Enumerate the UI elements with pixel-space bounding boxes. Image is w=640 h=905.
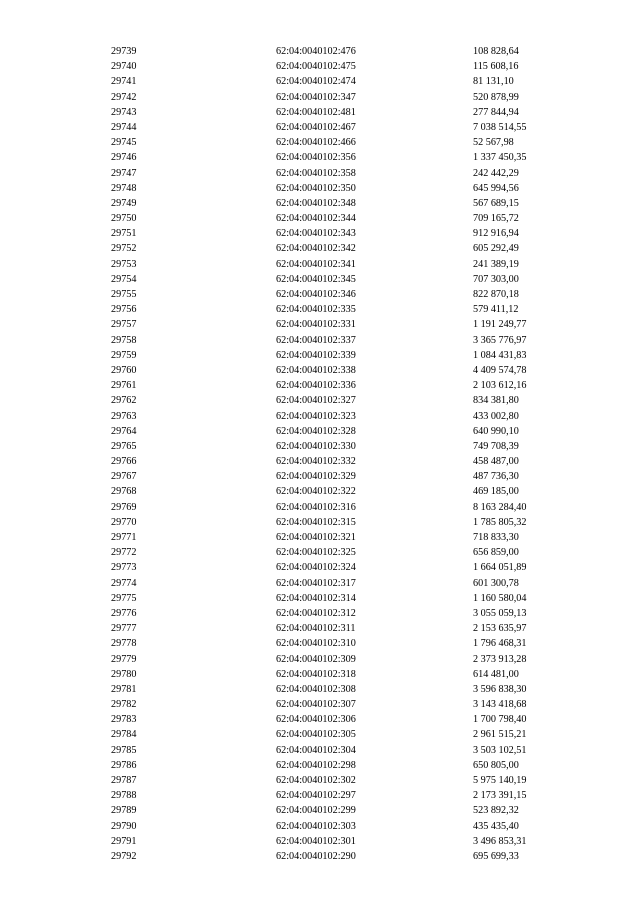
row-number: 29788 <box>111 790 137 802</box>
table-row <box>0 849 640 864</box>
value-amount: 1 700 798,40 <box>473 714 527 726</box>
table-row <box>0 652 640 667</box>
row-number: 29765 <box>111 440 137 452</box>
table-row <box>0 819 640 834</box>
table-row <box>0 667 640 682</box>
value-amount: 108 828,64 <box>473 46 519 57</box>
cadastral-number: 62:04:0040102:342 <box>276 243 356 255</box>
cadastral-number: 62:04:0040102:347 <box>276 91 356 103</box>
value-amount: 3 055 059,13 <box>473 607 527 619</box>
row-number: 29739 <box>111 46 137 57</box>
row-number: 29766 <box>111 456 137 468</box>
row-number: 29762 <box>111 395 137 407</box>
cadastral-number: 62:04:0040102:298 <box>276 759 356 771</box>
cadastral-number: 62:04:0040102:322 <box>276 486 356 498</box>
row-number: 29770 <box>111 516 137 528</box>
cadastral-number: 62:04:0040102:336 <box>276 380 356 392</box>
value-amount: 52 567,98 <box>473 137 514 149</box>
value-amount: 2 173 391,15 <box>473 790 527 802</box>
cadastral-number: 62:04:0040102:307 <box>276 699 356 711</box>
value-amount: 242 442,29 <box>473 167 519 179</box>
row-number: 29792 <box>111 850 137 862</box>
table-row <box>0 606 640 621</box>
table-row <box>0 135 640 150</box>
row-number: 29743 <box>111 106 137 118</box>
table-row <box>0 241 640 256</box>
row-number: 29749 <box>111 197 137 209</box>
value-amount: 458 487,00 <box>473 456 519 468</box>
row-number: 29791 <box>111 835 137 847</box>
value-amount: 707 303,00 <box>473 273 519 285</box>
table-row <box>0 272 640 287</box>
table-row <box>0 454 640 469</box>
value-amount: 8 163 284,40 <box>473 501 527 513</box>
value-amount: 4 409 574,78 <box>473 364 527 376</box>
table-row <box>0 363 640 378</box>
row-number: 29746 <box>111 152 137 164</box>
cadastral-number: 62:04:0040102:358 <box>276 167 356 179</box>
row-number: 29764 <box>111 425 137 437</box>
row-number: 29754 <box>111 273 137 285</box>
row-number: 29787 <box>111 775 137 786</box>
table-row <box>0 257 640 272</box>
row-number: 29761 <box>111 380 137 392</box>
table-row <box>0 74 640 89</box>
value-amount: 277 844,94 <box>473 106 519 118</box>
table-row <box>0 621 640 636</box>
cadastral-number: 62:04:0040102:331 <box>276 319 356 331</box>
table-row <box>0 44 640 59</box>
table-row <box>0 424 640 439</box>
row-number: 29786 <box>111 759 137 771</box>
table-row <box>0 484 640 499</box>
table-row <box>0 500 640 515</box>
value-amount: 433 002,80 <box>473 410 519 422</box>
row-number: 29773 <box>111 562 137 574</box>
row-number: 29781 <box>111 683 137 695</box>
value-amount: 1 191 249,77 <box>473 319 527 331</box>
value-amount: 2 961 515,21 <box>473 729 527 741</box>
value-amount: 614 481,00 <box>473 668 519 680</box>
cadastral-number: 62:04:0040102:481 <box>276 106 356 118</box>
row-number: 29759 <box>111 349 137 361</box>
cadastral-number: 62:04:0040102:299 <box>276 805 356 817</box>
value-amount: 749 708,39 <box>473 440 519 452</box>
table-row <box>0 439 640 454</box>
table-row <box>0 393 640 408</box>
cadastral-number: 62:04:0040102:303 <box>276 820 356 832</box>
cadastral-number: 62:04:0040102:324 <box>276 562 356 574</box>
value-amount: 7 038 514,55 <box>473 121 527 133</box>
row-number: 29744 <box>111 121 137 133</box>
cadastral-number: 62:04:0040102:329 <box>276 471 356 483</box>
row-number: 29789 <box>111 805 137 817</box>
table-row <box>0 712 640 727</box>
table-row <box>0 545 640 560</box>
value-amount: 469 185,00 <box>473 486 519 498</box>
value-amount: 605 292,49 <box>473 243 519 255</box>
value-amount: 3 496 853,31 <box>473 835 527 847</box>
row-number: 29774 <box>111 577 137 589</box>
value-amount: 656 859,00 <box>473 547 519 559</box>
table-row <box>0 803 640 818</box>
value-amount: 5 975 140,19 <box>473 775 527 786</box>
table-row <box>0 576 640 591</box>
value-amount: 3 143 418,68 <box>473 699 527 711</box>
table-row <box>0 591 640 606</box>
value-amount: 567 689,15 <box>473 197 519 209</box>
value-amount: 650 805,00 <box>473 759 519 771</box>
value-amount: 1 785 805,32 <box>473 516 527 528</box>
row-number: 29768 <box>111 486 137 498</box>
table-row <box>0 636 640 651</box>
data-table <box>0 44 640 864</box>
row-number: 29790 <box>111 820 137 832</box>
cadastral-number: 62:04:0040102:317 <box>276 577 356 589</box>
table-row <box>0 409 640 424</box>
cadastral-number: 62:04:0040102:297 <box>276 790 356 802</box>
row-number: 29772 <box>111 547 137 559</box>
cadastral-number: 62:04:0040102:327 <box>276 395 356 407</box>
value-amount: 487 736,30 <box>473 471 519 483</box>
value-amount: 718 833,30 <box>473 532 519 543</box>
value-amount: 822 870,18 <box>473 289 519 300</box>
cadastral-number: 62:04:0040102:356 <box>276 152 356 164</box>
cadastral-number: 62:04:0040102:348 <box>276 197 356 209</box>
value-amount: 3 596 838,30 <box>473 683 527 695</box>
cadastral-number: 62:04:0040102:343 <box>276 228 356 240</box>
value-amount: 3 503 102,51 <box>473 744 527 756</box>
row-number: 29751 <box>111 228 137 240</box>
value-amount: 523 892,32 <box>473 805 519 817</box>
cadastral-number: 62:04:0040102:476 <box>276 46 356 57</box>
table-row <box>0 743 640 758</box>
cadastral-number: 62:04:0040102:302 <box>276 775 356 786</box>
row-number: 29756 <box>111 304 137 316</box>
table-row <box>0 788 640 803</box>
row-number: 29775 <box>111 592 137 604</box>
table-row <box>0 287 640 302</box>
row-number: 29783 <box>111 714 137 726</box>
table-row <box>0 834 640 849</box>
table-row <box>0 682 640 697</box>
cadastral-number: 62:04:0040102:318 <box>276 668 356 680</box>
cadastral-number: 62:04:0040102:305 <box>276 729 356 741</box>
row-number: 29763 <box>111 410 137 422</box>
table-row <box>0 166 640 181</box>
cadastral-number: 62:04:0040102:475 <box>276 61 356 73</box>
row-number: 29771 <box>111 532 137 543</box>
row-number: 29755 <box>111 289 137 300</box>
cadastral-number: 62:04:0040102:345 <box>276 273 356 285</box>
table-row <box>0 150 640 165</box>
row-number: 29740 <box>111 61 137 73</box>
cadastral-number: 62:04:0040102:335 <box>276 304 356 316</box>
table-row <box>0 196 640 211</box>
value-amount: 695 699,33 <box>473 850 519 862</box>
value-amount: 912 916,94 <box>473 228 519 240</box>
table-row <box>0 560 640 575</box>
row-number: 29778 <box>111 638 137 650</box>
cadastral-number: 62:04:0040102:350 <box>276 182 356 194</box>
value-amount: 579 411,12 <box>473 304 519 316</box>
row-number: 29758 <box>111 334 137 346</box>
cadastral-number: 62:04:0040102:344 <box>276 213 356 225</box>
table-row <box>0 317 640 332</box>
value-amount: 1 664 051,89 <box>473 562 527 574</box>
value-amount: 601 300,78 <box>473 577 519 589</box>
value-amount: 1 337 450,35 <box>473 152 527 164</box>
value-amount: 241 389,19 <box>473 258 519 270</box>
table-row <box>0 105 640 120</box>
cadastral-number: 62:04:0040102:308 <box>276 683 356 695</box>
value-amount: 3 365 776,97 <box>473 334 527 346</box>
table-row <box>0 333 640 348</box>
cadastral-number: 62:04:0040102:314 <box>276 592 356 604</box>
cadastral-number: 62:04:0040102:315 <box>276 516 356 528</box>
cadastral-number: 62:04:0040102:474 <box>276 76 356 88</box>
row-number: 29779 <box>111 653 137 665</box>
table-row <box>0 90 640 105</box>
table-row <box>0 59 640 74</box>
cadastral-number: 62:04:0040102:346 <box>276 289 356 300</box>
row-number: 29741 <box>111 76 137 88</box>
row-number: 29776 <box>111 607 137 619</box>
row-number: 29769 <box>111 501 137 513</box>
row-number: 29782 <box>111 699 137 711</box>
value-amount: 435 435,40 <box>473 820 519 832</box>
table-row <box>0 211 640 226</box>
row-number: 29742 <box>111 91 137 103</box>
value-amount: 115 608,16 <box>473 61 519 73</box>
cadastral-number: 62:04:0040102:466 <box>276 137 356 149</box>
cadastral-number: 62:04:0040102:321 <box>276 532 356 543</box>
cadastral-number: 62:04:0040102:332 <box>276 456 356 468</box>
cadastral-number: 62:04:0040102:337 <box>276 334 356 346</box>
table-row <box>0 758 640 773</box>
row-number: 29767 <box>111 471 137 483</box>
table-row <box>0 120 640 135</box>
cadastral-number: 62:04:0040102:316 <box>276 501 356 513</box>
value-amount: 645 994,56 <box>473 182 519 194</box>
table-row <box>0 530 640 545</box>
row-number: 29757 <box>111 319 137 331</box>
cadastral-number: 62:04:0040102:338 <box>276 364 356 376</box>
cadastral-number: 62:04:0040102:312 <box>276 607 356 619</box>
cadastral-number: 62:04:0040102:304 <box>276 744 356 756</box>
row-number: 29777 <box>111 623 137 635</box>
table-row <box>0 515 640 530</box>
row-number: 29745 <box>111 137 137 149</box>
row-number: 29750 <box>111 213 137 225</box>
cadastral-number: 62:04:0040102:306 <box>276 714 356 726</box>
cadastral-number: 62:04:0040102:467 <box>276 121 356 133</box>
cadastral-number: 62:04:0040102:290 <box>276 850 356 862</box>
table-row <box>0 378 640 393</box>
cadastral-number: 62:04:0040102:323 <box>276 410 356 422</box>
table-row <box>0 697 640 712</box>
cadastral-number: 62:04:0040102:328 <box>276 425 356 437</box>
row-number: 29760 <box>111 364 137 376</box>
value-amount: 2 103 612,16 <box>473 380 527 392</box>
row-number: 29785 <box>111 744 137 756</box>
row-number: 29784 <box>111 729 137 741</box>
table-row <box>0 469 640 484</box>
cadastral-number: 62:04:0040102:301 <box>276 835 356 847</box>
value-amount: 1 160 580,04 <box>473 592 527 604</box>
cadastral-number: 62:04:0040102:339 <box>276 349 356 361</box>
value-amount: 640 990,10 <box>473 425 519 437</box>
value-amount: 2 153 635,97 <box>473 623 527 635</box>
row-number: 29753 <box>111 258 137 270</box>
row-number: 29748 <box>111 182 137 194</box>
value-amount: 520 878,99 <box>473 91 519 103</box>
table-row <box>0 181 640 196</box>
cadastral-number: 62:04:0040102:330 <box>276 440 356 452</box>
cadastral-number: 62:04:0040102:310 <box>276 638 356 650</box>
table-row <box>0 727 640 742</box>
row-number: 29780 <box>111 668 137 680</box>
value-amount: 709 165,72 <box>473 213 519 225</box>
value-amount: 2 373 913,28 <box>473 653 527 665</box>
table-row <box>0 302 640 317</box>
cadastral-number: 62:04:0040102:341 <box>276 258 356 270</box>
table-row <box>0 348 640 363</box>
value-amount: 834 381,80 <box>473 395 519 407</box>
table-row <box>0 226 640 241</box>
cadastral-number: 62:04:0040102:311 <box>276 623 356 635</box>
table-row <box>0 773 640 788</box>
cadastral-number: 62:04:0040102:325 <box>276 547 356 559</box>
value-amount: 1 796 468,31 <box>473 638 527 650</box>
row-number: 29752 <box>111 243 137 255</box>
row-number: 29747 <box>111 167 137 179</box>
value-amount: 1 084 431,83 <box>473 349 527 361</box>
value-amount: 81 131,10 <box>473 76 514 88</box>
cadastral-number: 62:04:0040102:309 <box>276 653 356 665</box>
